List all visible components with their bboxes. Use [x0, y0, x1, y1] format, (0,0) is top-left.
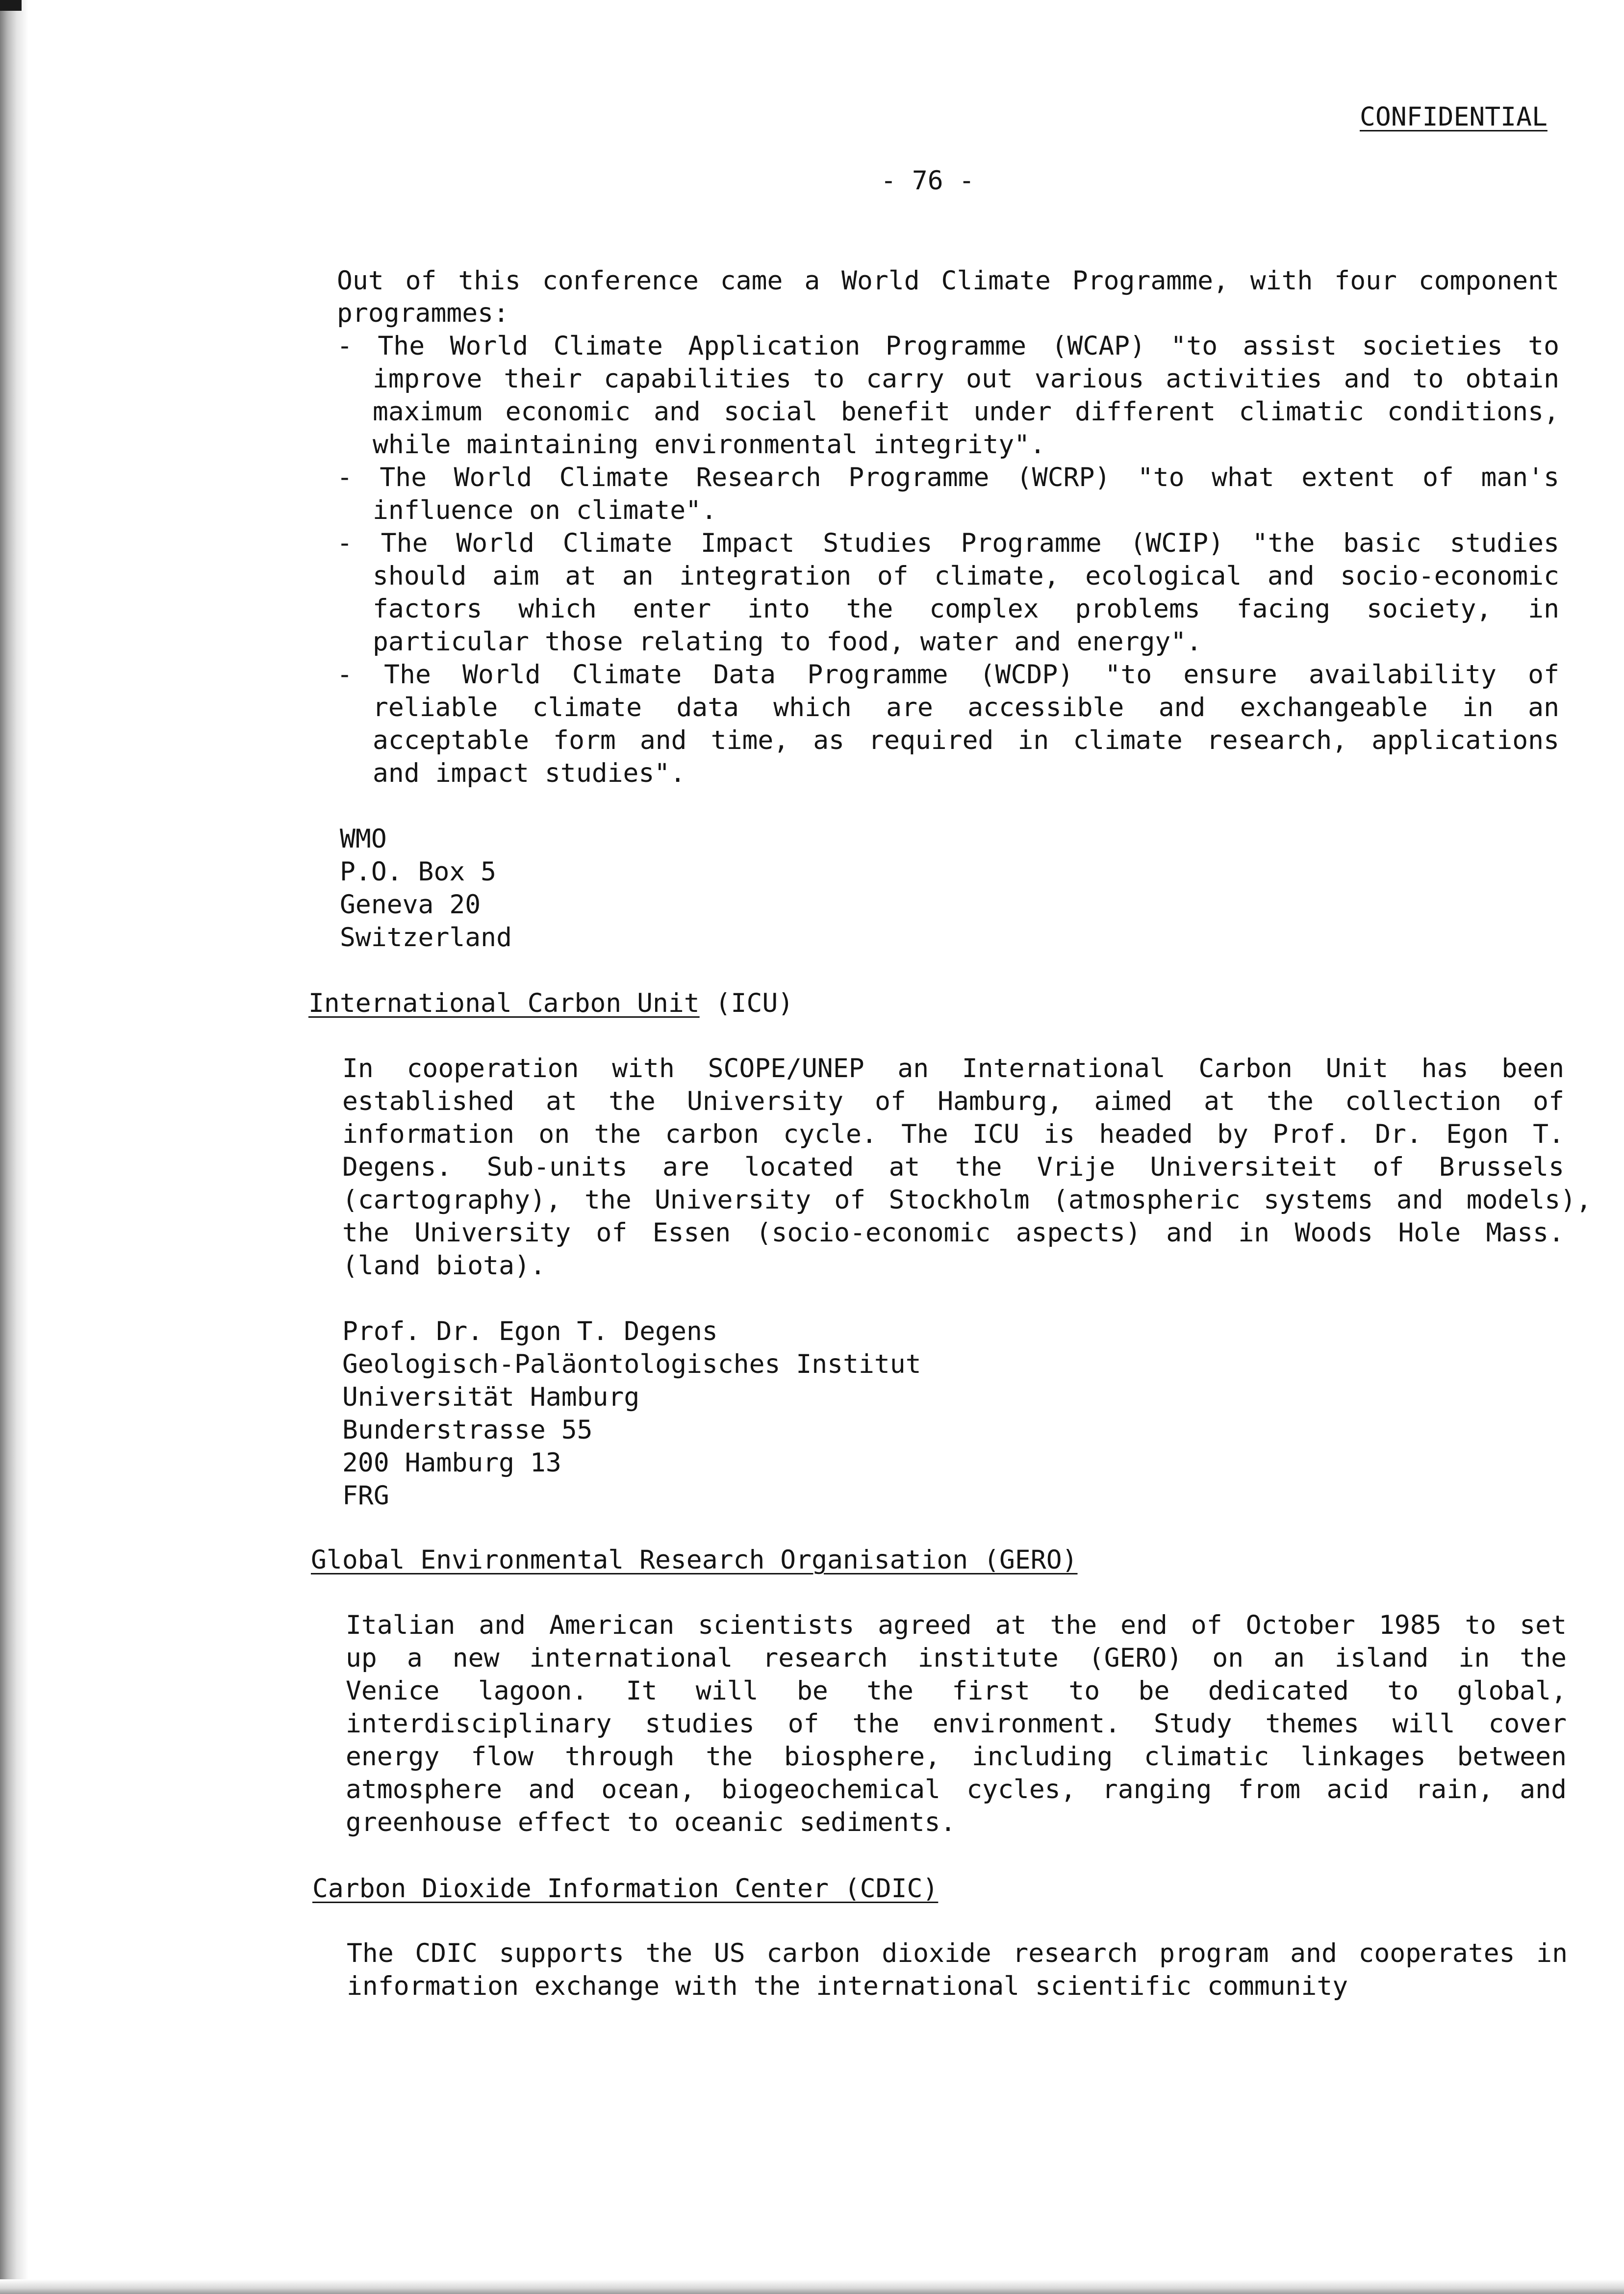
- gero-body-line: atmosphere and ocean, biogeochemical cycles, ranging from acid rain, and: [346, 1775, 1567, 1804]
- wcp-item-wcap-line: improve their capabilities to carry out various activities and to obtain: [373, 364, 1559, 394]
- icu-body-line: Degens. Sub-units are located at the Vrije Universiteit of Brussels: [342, 1152, 1564, 1182]
- icu-address-line: 200 Hamburg 13: [342, 1448, 561, 1478]
- cdic-body-line: The CDIC supports the US carbon dioxide research program and cooperates in: [347, 1938, 1568, 1968]
- icu-body-line: established at the University of Hamburg, aimed at the collection of: [342, 1086, 1564, 1116]
- gero-body-line: Italian and American scientists agreed at the end of October 1985 to set: [346, 1610, 1567, 1640]
- wcp-item-wcdp-line: acceptable form and time, as required in climate research, applications: [373, 725, 1559, 755]
- wcp-item-wcrp-line: - The World Climate Research Programme (WCRP) "to what extent of man's: [337, 463, 1559, 492]
- wcp-item-wcip-line: - The World Climate Impact Studies Programme (WCIP) "the basic studies: [337, 528, 1559, 558]
- wcp-item-wcip-line: factors which enter into the complex problems facing society, in: [373, 594, 1559, 624]
- wcp-item-wcdp-line: - The World Climate Data Programme (WCDP) "to ensure availability of: [337, 660, 1559, 690]
- gero-body-line: Venice lagoon. It will be the first to be dedicated to global,: [346, 1676, 1567, 1706]
- icu-heading-title: International Carbon Unit: [308, 988, 700, 1018]
- icu-address-line: Bunderstrasse 55: [342, 1415, 593, 1445]
- gero-body-line: up a new international research institute (GERO) on an island in the: [346, 1643, 1567, 1673]
- wmo-address-line: Switzerland: [340, 923, 512, 953]
- icu-body-line: information on the carbon cycle. The ICU is headed by Prof. Dr. Egon T.: [342, 1119, 1564, 1149]
- wcp-item-wcap-line: while maintaining environmental integrity".: [373, 430, 1046, 460]
- icu-heading: [308, 987, 793, 1020]
- scan-shadow-left: [0, 0, 28, 2294]
- wcp-item-wcdp-line: and impact studies".: [373, 758, 686, 788]
- wcp-item-wcrp-line: influence on climate".: [373, 495, 717, 525]
- cdic-heading: Carbon Dioxide Information Center (CDIC): [312, 1874, 939, 1904]
- wmo-address-line: WMO: [340, 824, 387, 854]
- icu-body-line: In cooperation with SCOPE/UNEP an International Carbon Unit has been: [342, 1054, 1564, 1083]
- icu-address-line: FRG: [342, 1481, 389, 1511]
- icu-address-line: Geologisch-Paläontologisches Institut: [342, 1349, 921, 1379]
- icu-address-line: Prof. Dr. Egon T. Degens: [342, 1316, 718, 1346]
- wcp-intro-line: Out of this conference came a World Climate Programme, with four component: [337, 266, 1559, 296]
- wmo-address-line: Geneva 20: [340, 890, 481, 920]
- gero-heading: Global Environmental Research Organisation (GERO): [311, 1545, 1078, 1575]
- wcp-intro-line: programmes:: [337, 298, 509, 328]
- wcp-item-wcip-line: should aim at an integration of climate, ecological and socio-economic: [373, 561, 1559, 591]
- icu-heading-abbrev: (ICU): [699, 988, 794, 1018]
- icu-body-line: the University of Essen (socio-economic aspects) and in Woods Hole Mass.: [342, 1218, 1564, 1248]
- classification-label: CONFIDENTIAL: [1360, 102, 1548, 132]
- gero-body-line: interdisciplinary studies of the environment. Study themes will cover: [346, 1709, 1567, 1739]
- wcp-item-wcdp-line: reliable climate data which are accessible and exchangeable in an: [373, 693, 1559, 722]
- scan-shadow-bottom: [0, 2279, 1624, 2294]
- gero-body-line: energy flow through the biosphere, including climatic linkages between: [346, 1742, 1567, 1772]
- wcp-item-wcip-line: particular those relating to food, water and energy".: [373, 627, 1202, 657]
- scan-corner-mark: [0, 0, 22, 11]
- wcp-item-wcap-line: - The World Climate Application Programme (WCAP) "to assist societies to: [337, 331, 1559, 361]
- page-number: - 76 -: [881, 166, 975, 196]
- icu-body-line: (land biota).: [342, 1251, 546, 1281]
- cdic-body-line: information exchange with the international scientific community: [347, 1971, 1348, 2001]
- wcp-item-wcap-line: maximum economic and social benefit under different climatic conditions,: [373, 397, 1559, 427]
- gero-body-line: greenhouse effect to oceanic sediments.: [346, 1807, 956, 1837]
- wmo-address-line: P.O. Box 5: [340, 857, 497, 887]
- icu-body-line: (cartography), the University of Stockholm (atmospheric systems and models),: [342, 1185, 1592, 1215]
- icu-address-line: Universität Hamburg: [342, 1382, 640, 1412]
